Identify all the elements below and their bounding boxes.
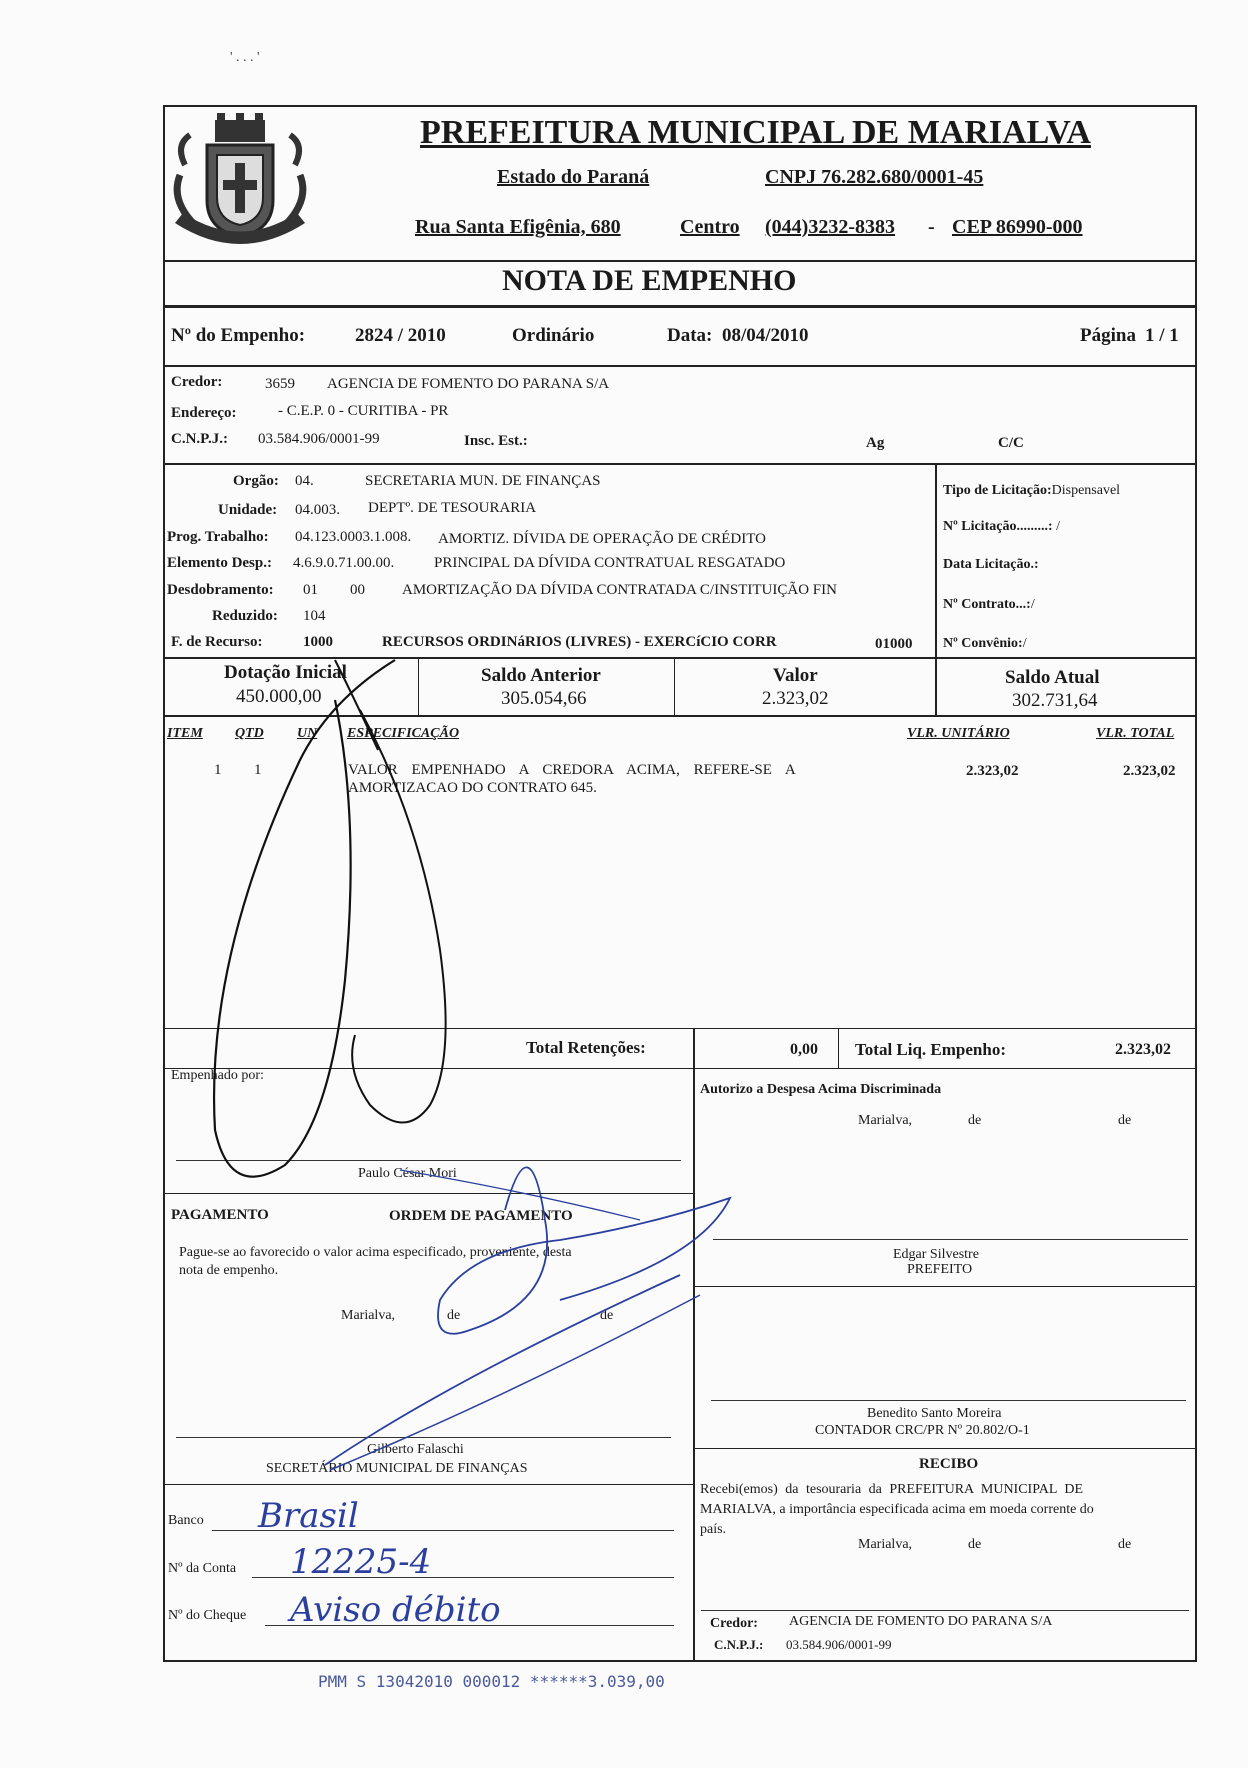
header-cnpj: CNPJ 76.282.680/0001-45: [765, 166, 984, 188]
reduzido: 104: [303, 608, 326, 624]
total-retencoes-label: Total Retenções:: [526, 1038, 646, 1057]
num-licitacao-label-text: Nº Licitação.........:: [943, 519, 1053, 534]
col-item: ITEM: [167, 726, 203, 741]
fonte-label: F. de Recurso:: [171, 634, 263, 650]
doc-title: NOTA DE EMPENHO: [502, 264, 797, 297]
unidade-desc: DEPTº. DE TESOURARIA: [368, 500, 537, 516]
saldo-atual-label: Saldo Atual: [1005, 667, 1100, 688]
recibo-credor-label: Credor:: [710, 1616, 758, 1631]
divider: [418, 657, 419, 715]
total-liq-label: Total Liq. Empenho:: [855, 1040, 1006, 1059]
num-licitacao-label: [943, 519, 1060, 535]
header-phone: (044)3232-8383: [765, 216, 895, 238]
header-title: PREFEITURA MUNICIPAL DE MARIALVA: [420, 114, 1091, 151]
convenio: /: [1022, 636, 1027, 651]
divider: [935, 463, 937, 657]
item-desc-line1: VALOR EMPENHADO A CREDORA ACIMA, REFERE-SE A: [348, 762, 796, 778]
recibo-de2: de: [1118, 1537, 1132, 1552]
elem-desc: PRINCIPAL DA DÍVIDA CONTRATUAL RESGATADO: [434, 555, 786, 571]
prog-desc: AMORTIZ. DÍVIDA DE OPERAÇÃO DE CRÉDITO: [438, 531, 766, 547]
convenio-label-text: Nº Convênio:: [943, 636, 1023, 651]
saldo-anterior-label: Saldo Anterior: [481, 665, 601, 686]
signature-line: [176, 1437, 671, 1438]
conta-label: Nº da Conta: [168, 1561, 237, 1576]
divider: [693, 1028, 695, 1662]
signature-line: [713, 1239, 1188, 1240]
reduzido-label: Reduzido:: [212, 608, 278, 624]
divider: [693, 1448, 1197, 1449]
contador-title: CONTADOR CRC/PR Nº 20.802/O-1: [815, 1423, 1030, 1438]
convenio-label: [943, 636, 1027, 652]
desd-b: 00: [350, 582, 365, 598]
credor-label: Credor:: [171, 374, 223, 390]
pagamento-de2: de: [600, 1308, 614, 1323]
recibo-de1: de: [968, 1537, 982, 1552]
fonte-desc: RECURSOS ORDINáRIOS (LIVRES) - EXERCíCIO CORR: [382, 634, 777, 650]
credor-code: 3659: [265, 376, 295, 392]
empenhado-name: Paulo César Mori: [358, 1166, 457, 1181]
credor-cnpj-label: C.N.P.J.:: [171, 431, 228, 447]
signature-line: [711, 1400, 1186, 1401]
col-especificacao: ESPECIFICAÇÃO: [347, 726, 460, 741]
dotacao-value: 450.000,00: [236, 686, 322, 707]
top-mark: ' . . . ': [230, 50, 260, 65]
tipo-licitacao: Dispensavel: [1051, 483, 1121, 498]
credor-addr-label: Endereço:: [171, 405, 237, 421]
header-state: Estado do Paraná: [497, 166, 650, 188]
ordem-pagamento: ORDEM DE PAGAMENTO: [389, 1208, 573, 1224]
valor-label: Valor: [773, 665, 818, 686]
header-cep: CEP 86990-000: [952, 216, 1083, 238]
recibo-city: Marialva,: [858, 1537, 913, 1552]
total-retencoes: 0,00: [790, 1041, 818, 1058]
prog-code: 04.123.0003.1.008.: [295, 529, 412, 545]
num-licitacao: /: [1056, 519, 1060, 534]
pagamento-city: Marialva,: [341, 1308, 396, 1323]
desd-a: 01: [303, 582, 318, 598]
orgao-label: Orgão:: [233, 473, 279, 489]
credor-cnpj: 03.584.906/0001-99: [258, 431, 380, 447]
col-un: UN: [297, 726, 318, 741]
prog-label: Prog. Trabalho:: [167, 529, 269, 545]
cheque-value: Aviso débito: [290, 1590, 501, 1630]
prefeito-name: Edgar Silvestre: [893, 1247, 979, 1262]
empenho-page-label: Página: [1080, 325, 1136, 346]
autorizo-label: Autorizo a Despesa Acima Discriminada: [700, 1082, 942, 1097]
pagamento-text2: nota de empenho.: [179, 1263, 279, 1278]
empenho-num: 2824 / 2010: [355, 325, 446, 346]
item-desc-line2: AMORTIZACAO DO CONTRATO 645.: [348, 780, 597, 796]
elem-label: Elemento Desp.:: [167, 555, 272, 571]
credor-ag-label: Ag: [866, 435, 885, 451]
footer-stamp: PMM S 13042010 000012 ******3.039,00: [318, 1672, 665, 1691]
data-licitacao-label: Data Licitação.:: [943, 557, 1039, 572]
cheque-label: Nº do Cheque: [168, 1608, 247, 1623]
orgao-desc: SECRETARIA MUN. DE FINANÇAS: [365, 473, 601, 489]
divider: [163, 260, 1197, 262]
col-qtd: QTD: [235, 726, 264, 741]
recibo-cnpj-label: C.N.P.J.:: [714, 1637, 764, 1652]
divider: [674, 657, 675, 715]
credor-name: AGENCIA DE FOMENTO DO PARANA S/A: [327, 376, 610, 392]
pagamento-label: PAGAMENTO: [171, 1207, 269, 1223]
divider: [163, 1193, 693, 1194]
empenhado-label: Empenhado por:: [171, 1068, 264, 1083]
orgao-code: 04.: [295, 473, 314, 489]
contrato-label-text: Nº Contrato...:: [943, 597, 1031, 612]
fonte-code2: 01000: [875, 636, 913, 652]
credor-addr: - C.E.P. 0 - CURITIBA - PR: [278, 403, 449, 419]
banco-label: Banco: [168, 1513, 204, 1528]
secretario-title: SECRETÁRIO MUNICIPAL DE FINANÇAS: [266, 1461, 528, 1476]
pagamento-de1: de: [447, 1308, 461, 1323]
valor-value: 2.323,02: [762, 688, 829, 709]
desd-label: Desdobramento:: [167, 582, 274, 598]
empenho-date: 08/04/2010: [722, 325, 809, 346]
secretario-name: Gilberto Falaschi: [367, 1442, 464, 1457]
autorizo-de2: de: [1118, 1113, 1132, 1128]
col-vlr-total: VLR. TOTAL: [1096, 726, 1175, 741]
divider: [838, 1028, 839, 1068]
autorizo-city: Marialva,: [858, 1113, 913, 1128]
header-district: Centro: [680, 216, 740, 238]
credor-cc-label: C/C: [998, 435, 1024, 451]
tipo-licitacao-label-text: Tipo de Licitação:: [943, 483, 1052, 498]
saldo-atual-value: 302.731,64: [1012, 690, 1098, 711]
empenho-type: Ordinário: [512, 325, 595, 346]
coat-of-arms-icon: [165, 105, 315, 255]
total-liq: 2.323,02: [1115, 1041, 1171, 1058]
conta-value: 12225-4: [290, 1542, 432, 1582]
unidade-code: 04.003.: [295, 502, 340, 518]
saldo-anterior-value: 305.054,66: [501, 688, 587, 709]
signature-line: [176, 1160, 681, 1161]
pagamento-text1: Pague-se ao favorecido o valor acima especificado, proveniente, desta: [179, 1245, 572, 1260]
divider: [163, 463, 1197, 465]
col-vlr-unitario: VLR. UNITÁRIO: [907, 726, 1010, 741]
recibo-credor: AGENCIA DE FOMENTO DO PARANA S/A: [789, 1614, 1053, 1629]
recibo-text2: MARIALVA, a importância especificada acima em moeda corrente do: [700, 1502, 1094, 1517]
item-qtd: 1: [254, 762, 262, 778]
tipo-licitacao-label: [943, 483, 1120, 499]
unidade-label: Unidade:: [218, 502, 278, 518]
contrato-label: [943, 597, 1035, 613]
header-sep: -: [928, 216, 935, 238]
divider: [163, 715, 1197, 717]
contrato: /: [1030, 597, 1035, 612]
header-address: Rua Santa Efigênia, 680: [415, 216, 621, 238]
divider: [163, 365, 1197, 367]
fonte-code: 1000: [303, 634, 333, 650]
autorizo-de1: de: [968, 1113, 982, 1128]
desd-desc: AMORTIZAÇÃO DA DÍVIDA CONTRATADA C/INSTITUIÇÃO FIN: [402, 582, 837, 598]
item-number: 1: [214, 762, 222, 778]
divider: [163, 305, 1197, 308]
empenho-page: 1 / 1: [1145, 325, 1179, 346]
recibo-text1: Recebi(emos) da tesouraria da PREFEITURA MUNICIPAL DE: [700, 1482, 1084, 1497]
divider: [163, 1484, 693, 1485]
elem-code: 4.6.9.0.71.00.00.: [293, 555, 395, 571]
recibo-text3: país.: [700, 1522, 727, 1537]
prefeito-title: PREFEITO: [907, 1262, 973, 1277]
banco-value: Brasil: [258, 1496, 359, 1536]
recibo-label: RECIBO: [919, 1456, 979, 1472]
empenho-num-label: Nº do Empenho:: [171, 325, 306, 346]
divider: [163, 1028, 1197, 1029]
signature-line: [701, 1610, 1189, 1611]
empenho-date-label: Data:: [667, 325, 713, 346]
recibo-cnpj: 03.584.906/0001-99: [786, 1637, 892, 1652]
divider: [163, 657, 1197, 659]
credor-insc-label: Insc. Est.:: [464, 433, 528, 449]
divider: [163, 1068, 1197, 1069]
item-vlr-unitario: 2.323,02: [966, 763, 1019, 779]
item-vlr-total: 2.323,02: [1123, 763, 1176, 779]
dotacao-label: Dotação Inicial: [224, 662, 347, 683]
divider: [935, 657, 937, 715]
divider: [693, 1286, 1197, 1287]
contador-name: Benedito Santo Moreira: [867, 1406, 1002, 1421]
